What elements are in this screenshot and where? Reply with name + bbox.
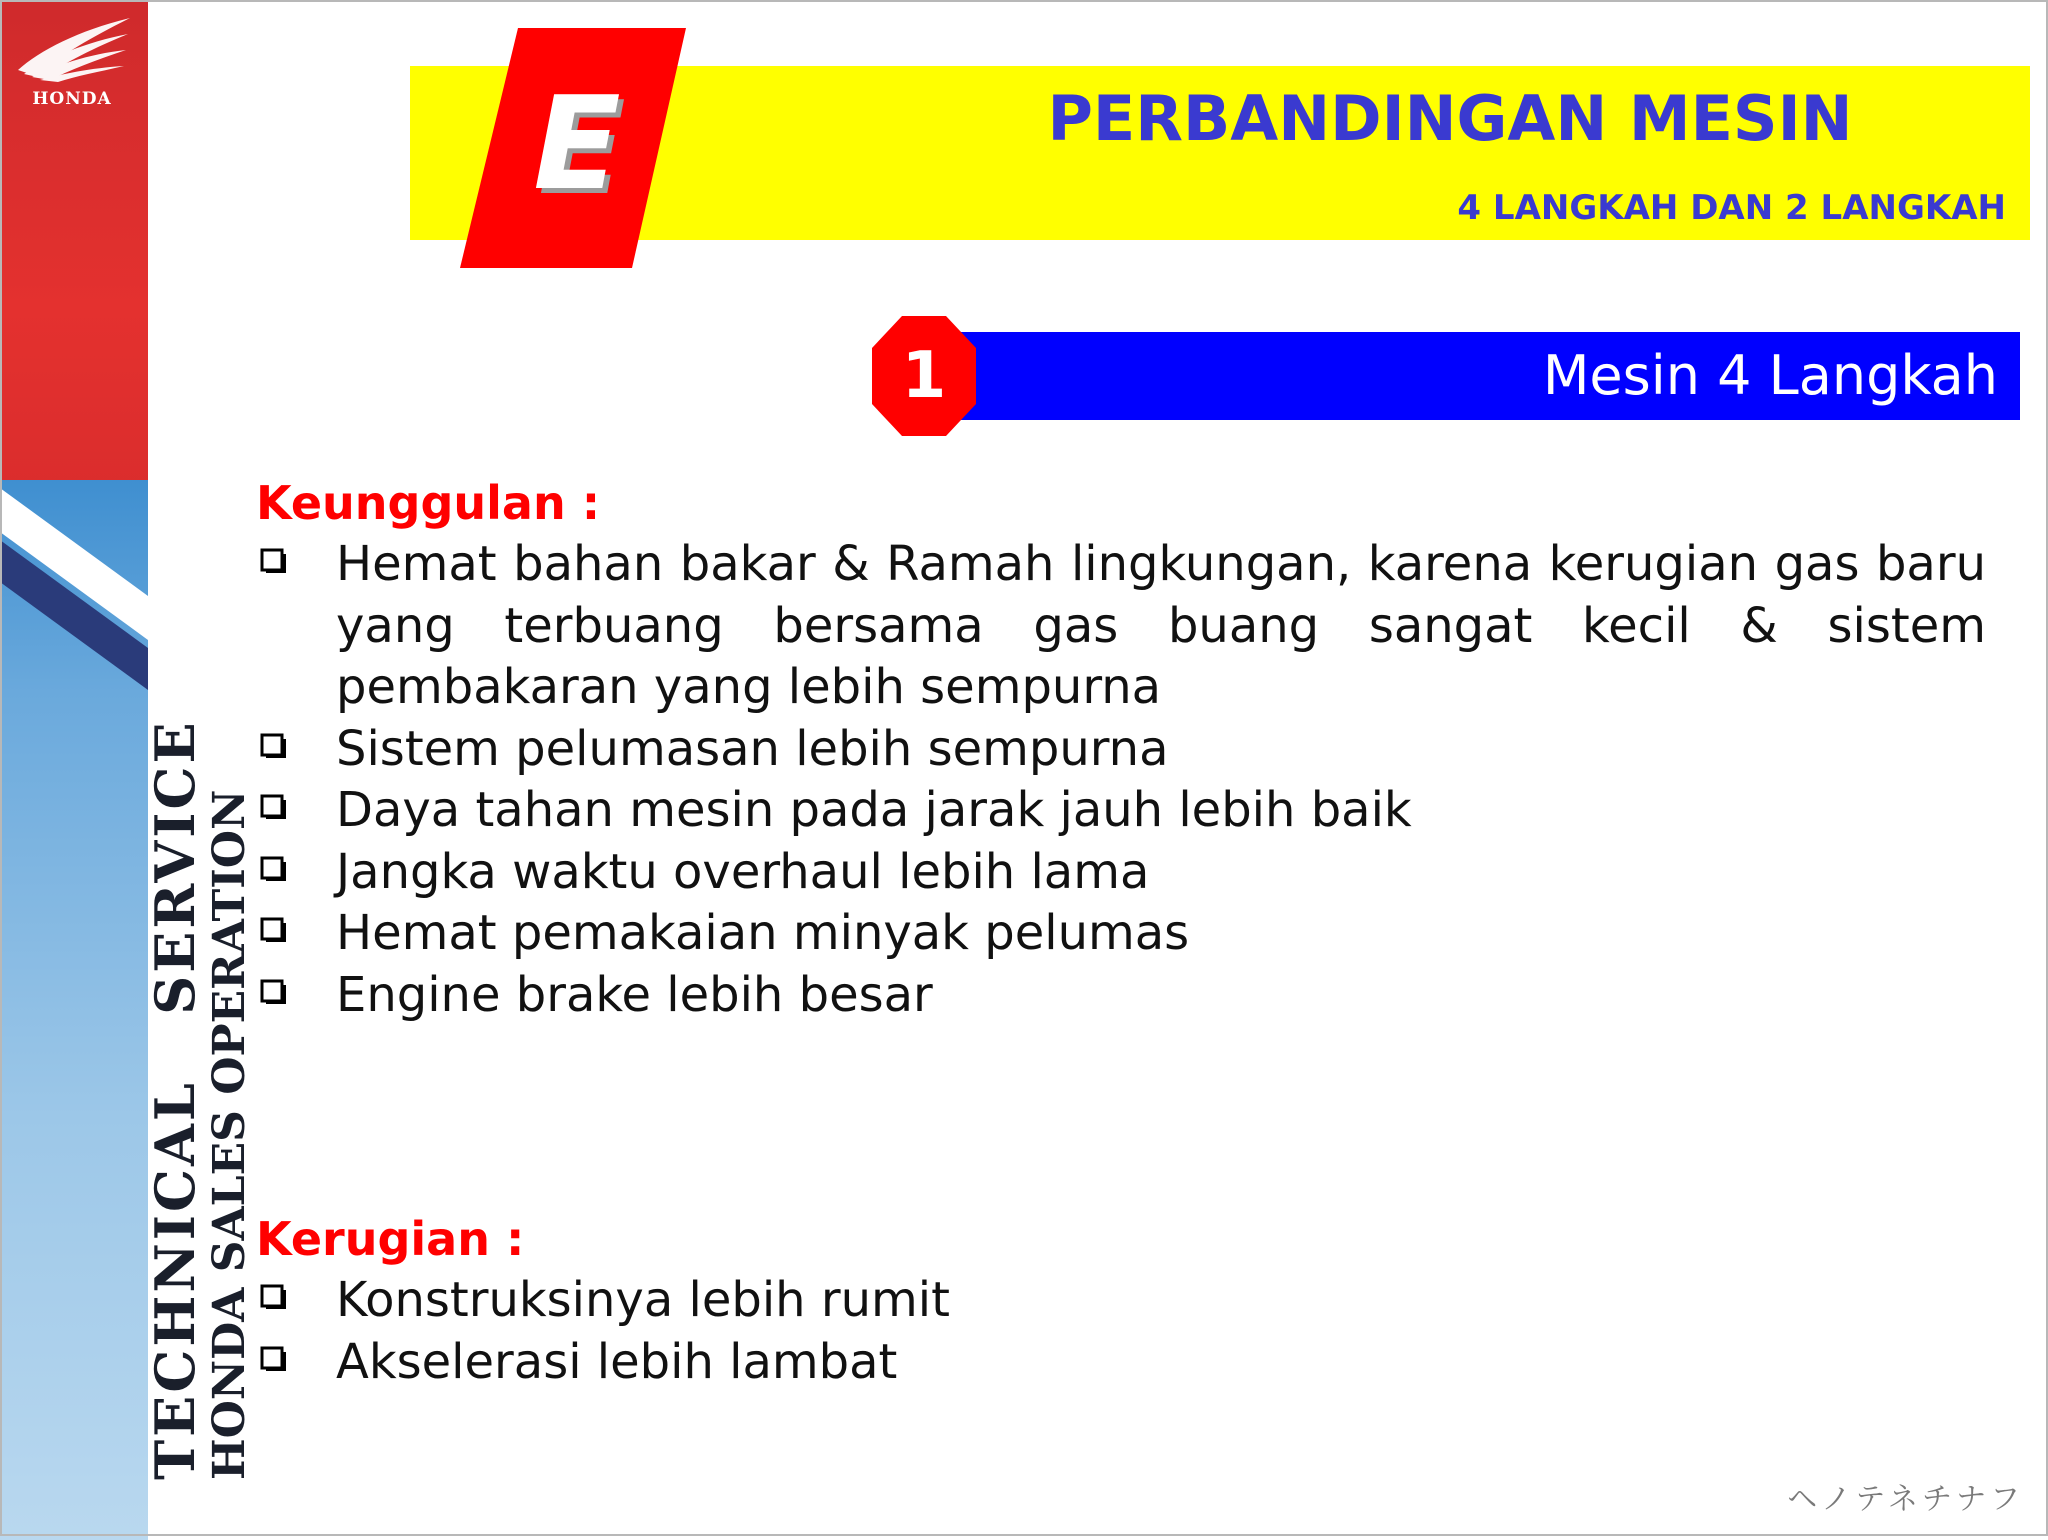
content-area	[256, 472, 1986, 1393]
list-item	[256, 780, 1986, 842]
list-item	[256, 842, 1986, 904]
disadvantages-list	[256, 1270, 1986, 1393]
corner-watermark: ヘノテネチナフ	[1787, 1482, 2024, 1517]
svg-text:HONDA: HONDA	[32, 89, 112, 109]
checkbox-bullet-icon	[260, 917, 286, 943]
checkbox-bullet-icon	[260, 733, 286, 759]
section-letter: E	[533, 70, 621, 219]
checkbox-bullet-icon	[260, 794, 286, 820]
list-item-text: Engine brake lebih besar	[336, 966, 933, 1023]
list-item	[256, 1332, 1986, 1394]
advantages-list	[256, 534, 1986, 1026]
list-item-text: Daya tahan mesin pada jarak jauh lebih baik	[336, 782, 1412, 838]
checkbox-bullet-icon	[260, 1346, 286, 1372]
list-item-text: Konstruksinya lebih rumit	[336, 1272, 950, 1328]
advantages-heading: Keunggulan :	[256, 476, 601, 530]
page-subtitle: 4 LANGKAH DAN 2 LANGKAH	[1457, 188, 2006, 228]
list-item-text: Jangka waktu overhaul lebih lama	[336, 843, 1150, 900]
honda-wing-logo	[10, 14, 134, 110]
checkbox-bullet-icon	[260, 548, 286, 574]
list-item	[256, 719, 1986, 781]
subsection-number: 1	[901, 339, 947, 413]
page-title: PERBANDINGAN MESIN	[1047, 82, 1853, 155]
checkbox-bullet-icon	[260, 856, 286, 882]
disadvantages-heading: Kerugian :	[256, 1212, 525, 1266]
subsection-bar	[950, 332, 2020, 420]
list-item	[256, 534, 1986, 719]
sidebar-diagonal-stripes	[0, 0, 148, 1536]
subsection-number-badge	[872, 316, 976, 436]
checkbox-bullet-icon	[260, 979, 286, 1005]
subsection-label: Mesin 4 Langkah	[1542, 344, 1998, 407]
sidebar	[0, 0, 255, 1536]
sidebar-text-sales-operation: HONDA SALES OPERATION	[204, 789, 255, 1480]
list-item-text: Hemat pemakaian minyak pelumas	[336, 905, 1190, 961]
list-item-text: Akselerasi lebih lambat	[336, 1333, 898, 1390]
list-item-text: Sistem pelumasan lebih sempurna	[336, 720, 1169, 777]
list-item	[256, 903, 1986, 965]
section-spacer	[256, 1026, 1986, 1208]
list-item-text: Hemat bahan bakar & Ramah lingkungan, karena kerugian gas baru yang terbuang bersama gas buang sangat kecil & sistem pembakaran yang lebih sempurna	[336, 536, 1986, 715]
list-item	[256, 965, 1986, 1027]
list-item	[256, 1270, 1986, 1332]
checkbox-bullet-icon	[260, 1284, 286, 1310]
section-letter-block	[460, 28, 686, 268]
sidebar-text-technical-service: TECHNICAL SERVICE	[143, 719, 207, 1480]
sidebar-vertical-text	[143, 719, 256, 1480]
